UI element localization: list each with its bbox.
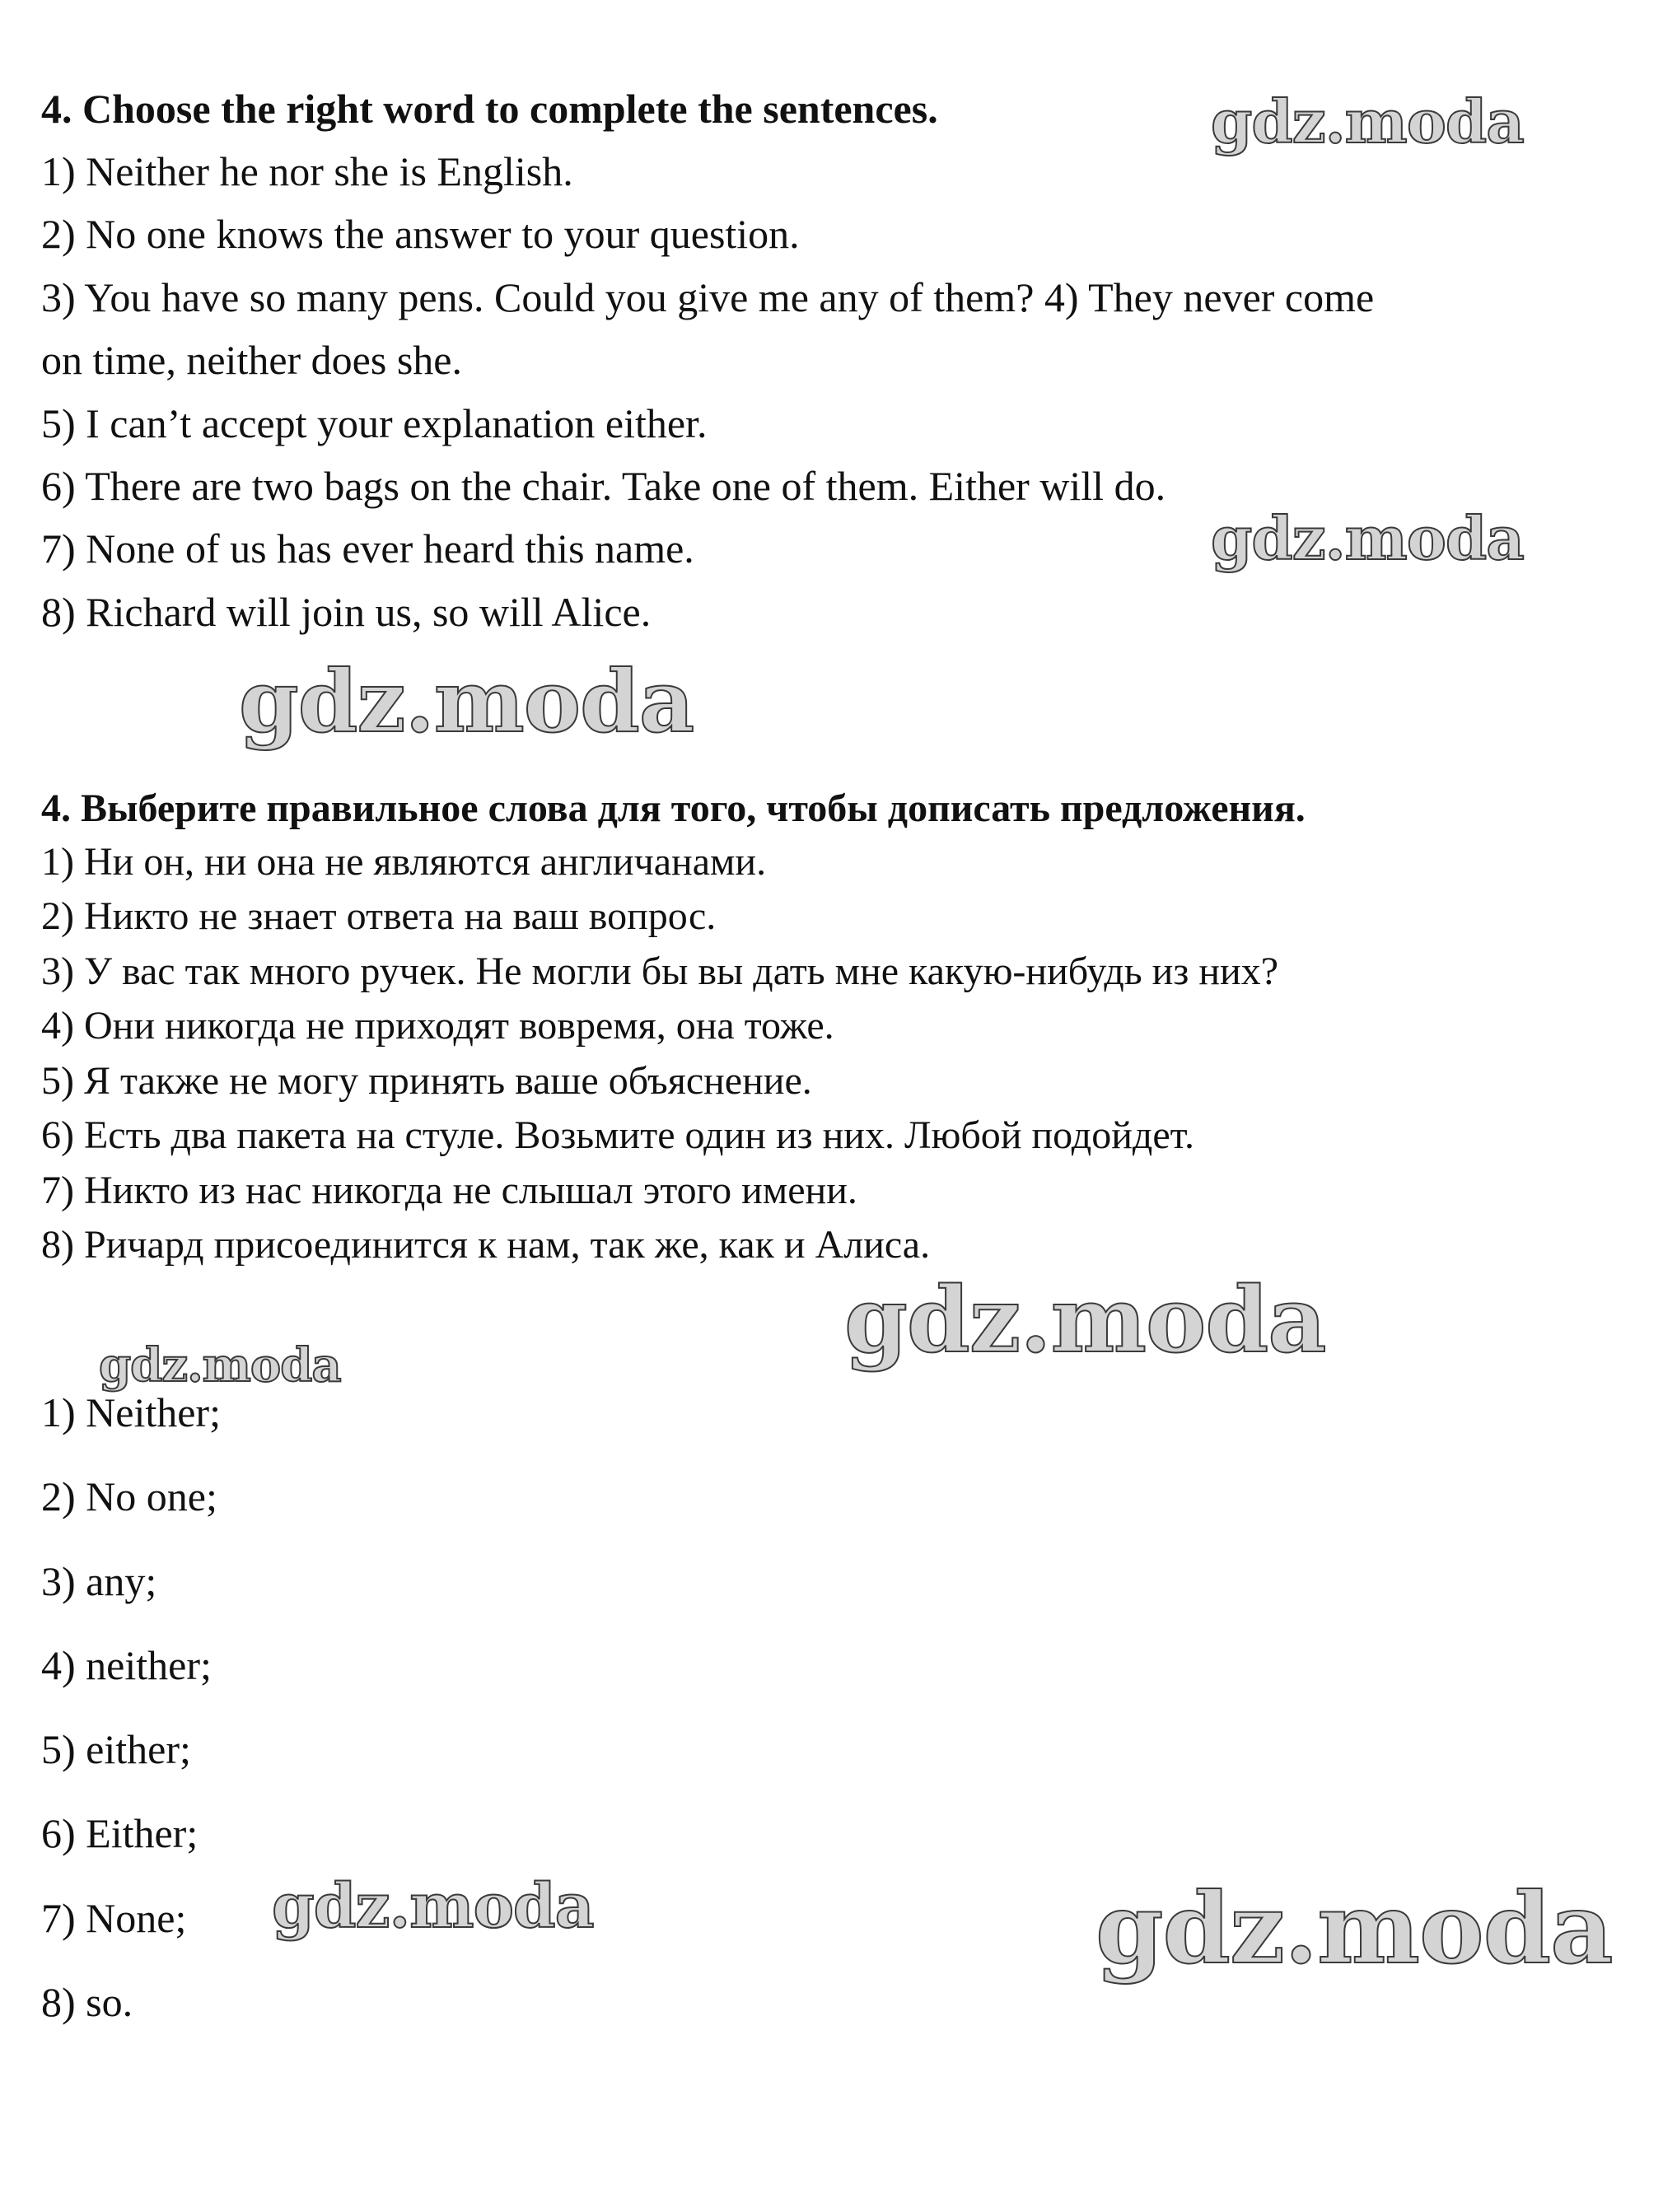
answer-2: 2) No one; [41,1473,217,1519]
russian-line-1: 1) Ни он, ни она не являются англичанами. [41,840,767,884]
russian-line-5: 5) Я также не могу принять ваше объяснение. [41,1059,812,1103]
english-line-2: 2) No one knows the answer to your question. [41,211,800,257]
english-line-3: 3) You have so many pens. Could you give me any of them? 4) They never come [41,274,1375,320]
english-line-5: 5) I can’t accept your explanation either. [41,400,708,446]
watermark-logo: gdz.moda [1211,503,1524,573]
russian-heading: 4. Выберите правильное слова для того, чтобы дописать предложения. [41,786,1306,830]
russian-line-8: 8) Ричард присоединится к нам, так же, как и Алиса. [41,1223,931,1267]
answer-3: 3) any; [41,1558,157,1604]
russian-line-4: 4) Они никогда не приходят вовремя, она тоже. [41,1004,834,1048]
answer-6: 6) Either; [41,1810,199,1856]
watermark-logo: gdz.moda [1211,86,1524,156]
english-line-3-continued: on time, neither does she. [41,337,462,383]
english-line-7: 7) None of us has ever heard this name. [41,525,694,572]
answer-7: 7) None; [41,1895,187,1941]
russian-line-3: 3) У вас так много ручек. Не могли бы вы дать мне какую-нибудь из них? [41,950,1278,993]
english-line-8: 8) Richard will join us, so will Alice. [41,589,652,635]
watermark-logo: gdz.moda [1095,1871,1613,1986]
answer-1: 1) Neither; [41,1389,221,1435]
answer-5: 5) either; [41,1726,191,1772]
english-line-1: 1) Neither he nor she is English. [41,148,573,194]
russian-line-2: 2) Никто не знает ответа на ваш вопрос. [41,894,717,938]
watermark-logo: gdz.moda [239,651,694,752]
watermark-logo: gdz.moda [99,1338,341,1393]
russian-line-7: 7) Никто из нас никогда не слышал этого имени. [41,1169,857,1212]
english-heading: 4. Choose the right word to complete the sentences. [41,86,938,132]
russian-line-6: 6) Есть два пакета на стуле. Возьмите один из них. Любой подойдет. [41,1113,1194,1157]
english-line-6: 6) There are two bags on the chair. Take one of them. Either will do. [41,463,1166,509]
answer-8: 8) so. [41,1979,133,2025]
answer-4: 4) neither; [41,1642,212,1688]
watermark-logo: gdz.moda [272,1871,594,1942]
watermark-logo: gdz.moda [844,1267,1326,1373]
